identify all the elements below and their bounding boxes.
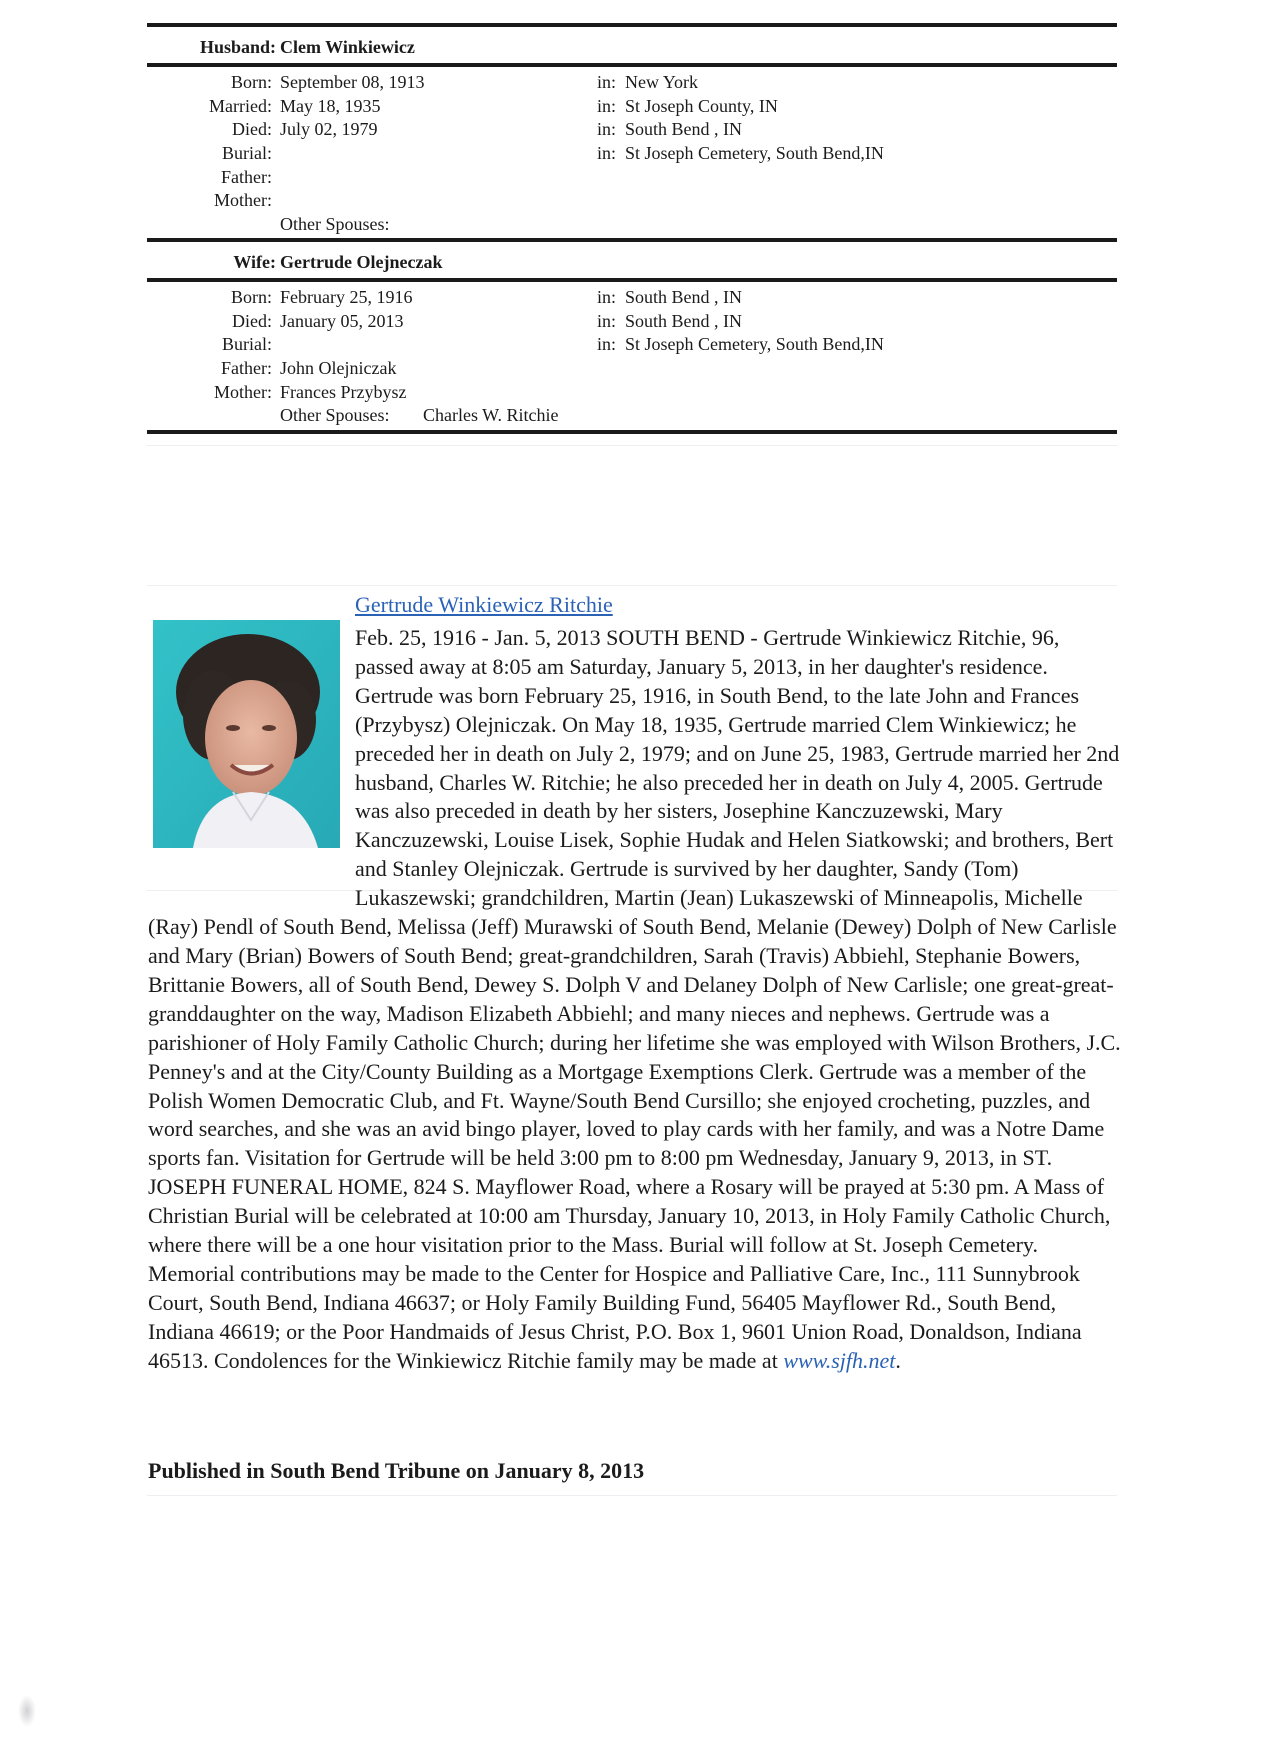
place-label: in: [597, 72, 617, 92]
place-value: St Joseph Cemetery, South Bend,IN [625, 334, 884, 354]
husband-name: Clem Winkiewicz [280, 37, 415, 57]
husband-born-row [147, 72, 1117, 94]
wife-label: Wife: [233, 252, 276, 272]
other-spouses-label: Other Spouses: [280, 214, 390, 234]
field-label: Born: [230, 287, 272, 307]
wife-mother-row [147, 382, 1117, 404]
link-trailing-period: . [895, 1347, 901, 1373]
field-label: Father: [221, 167, 272, 187]
husband-other-spouses-row [147, 214, 1117, 236]
field-value: Frances Przybysz [280, 382, 407, 402]
husband-died-row [147, 119, 1117, 141]
place-label: in: [597, 143, 617, 163]
wife-father-row [147, 358, 1117, 380]
field-label: Mother: [214, 382, 272, 402]
field-value: September 08, 1913 [280, 72, 425, 92]
field-label: Married: [209, 96, 272, 116]
husband-burial-row [147, 143, 1117, 165]
field-label: Burial: [222, 143, 272, 163]
wife-other-spouses-row [147, 405, 1117, 427]
wife-born-row [147, 287, 1117, 309]
place-value: South Bend , IN [625, 311, 742, 331]
field-label: Died: [232, 311, 272, 331]
husband-father-row [147, 167, 1117, 189]
photo-spacer [148, 624, 355, 886]
place-label: in: [597, 334, 617, 354]
husband-label: Husband: [199, 37, 276, 57]
place-value: South Bend , IN [625, 119, 742, 139]
place-value: St Joseph County, IN [625, 96, 778, 116]
condolences-link[interactable]: www.sjfh.net [783, 1347, 896, 1373]
obituary-text: Feb. 25, 1916 - Jan. 5, 2013 SOUTH BEND - Gertrude Winkiewicz Ritchie, 96, passed away at 8:05 am Saturday, January 5, 2013, in her daughter's residence. Gertrude was born February 25, 1916, in South Bend, to the late John and Frances (Przybysz) Olejniczak. On May 18, 1935, Gertrude married Clem Winkiewicz; he preceded her in death on July 2, 1979; and on June 25, 1983, Gertrude married her 2nd husband, Charles W. Ritchie; he also preceded her in death on July 4, 2005. Gertrude was also preceded in death by her sisters, Josephine Kanczuzewski, Mary Kanczuzewski, Louise Lisek, Sophie Hudak and Helen Siatkowski; and brothers, Bert and Stanley Olejniczak. Gertrude is survived by her daughter, Sandy (Tom) Lukaszewski; grandchildren, Martin (Jean) Lukaszewski of Minneapolis, Michelle (Ray) Pendl of South Bend, Melissa (Jeff) Murawski of South Bend, Melanie (Dewey) Dolph of New Carlisle and Mary (Brian) Bowers of South Bend; great-grandchildren, Sarah (Travis) Abbiehl, Stephanie Bowers, Brittanie Bowers, all of South Bend, Dewey S. Dolph V and Delaney Dolph of New Carlisle; one great-great-granddaughter on the way, Madison Elizabeth Abbiehl; and many nieces and nephews. Gertrude was a parishioner of Holy Family Catholic Church; during her lifetime she was employed with Wilson Brothers, J.C. Penney's and at the City/County Building as a Mortgage Exemptions Clerk. Gertrude was a member of the Polish Women Democratic Club, and Ft. Wayne/South Bend Cursillo; she enjoyed crocheting, puzzles, and word searches, and she was an avid bingo player, loved to play cards with her family, and was a Notre Dame sports fan. Visitation for Gertrude will be held 3:00 pm to 8:00 pm Wednesday, January 9, 2013, in ST. JOSEPH FUNERAL HOME, 824 S. Mayflower Road, where a Rosary will be prayed at 5:30 pm. A Mass of Christian Burial will be celebrated at 10:00 am Thursday, January 10, 2013, in Holy Family Catholic Church, where there will be a one hour visitation prior to the Mass. Burial will follow at St. Joseph Cemetery. Memorial contributions may be made to the Center for Hospice and Palliative Care, Inc., 111 Sunnybrook Court, South Bend, Indiana 46637; or Holy Family Building Fund, 56405 Mayflower Rd., South Bend, Indiana 46619; or the Poor Handmaids of Jesus Christ, P.O. Box 1, 9601 Union Road, Donaldson, Indiana 46513. Condolences for the Winkiewicz Ritchie family may be made at [148, 625, 1121, 1373]
field-value: July 02, 1979 [280, 119, 378, 139]
field-label: Died: [232, 119, 272, 139]
field-value: John Olejniczak [280, 358, 397, 378]
field-value: January 05, 2013 [280, 311, 404, 331]
wife-name: Gertrude Olejneczak [280, 252, 443, 272]
place-label: in: [597, 311, 617, 331]
other-spouses-label: Other Spouses: [280, 405, 390, 425]
field-label: Mother: [214, 190, 272, 210]
divider [147, 23, 1117, 27]
wife-burial-row [147, 334, 1117, 356]
place-label: in: [597, 287, 617, 307]
other-spouses-value: Charles W. Ritchie [423, 405, 559, 425]
field-label: Father: [221, 358, 272, 378]
divider [147, 238, 1117, 242]
place-value: New York [625, 72, 699, 92]
divider [147, 63, 1117, 67]
field-value: May 18, 1935 [280, 96, 381, 116]
field-label: Burial: [222, 334, 272, 354]
field-value: February 25, 1916 [280, 287, 413, 307]
place-value: St Joseph Cemetery, South Bend,IN [625, 143, 884, 163]
place-label: in: [597, 119, 617, 139]
husband-married-row [147, 96, 1117, 118]
place-label: in: [597, 96, 617, 116]
field-label: Born: [230, 72, 272, 92]
wife-died-row [147, 311, 1117, 333]
divider [147, 430, 1117, 434]
published-note: Published in South Bend Tribune on January 8, 2013 [148, 1458, 645, 1483]
place-value: South Bend , IN [625, 287, 742, 307]
obituary-title-link[interactable]: Gertrude Winkiewicz Ritchie [355, 592, 613, 617]
husband-mother-row [147, 190, 1117, 212]
divider [147, 278, 1117, 282]
scan-smudge [18, 1695, 36, 1727]
obituary-body [148, 624, 1123, 1376]
